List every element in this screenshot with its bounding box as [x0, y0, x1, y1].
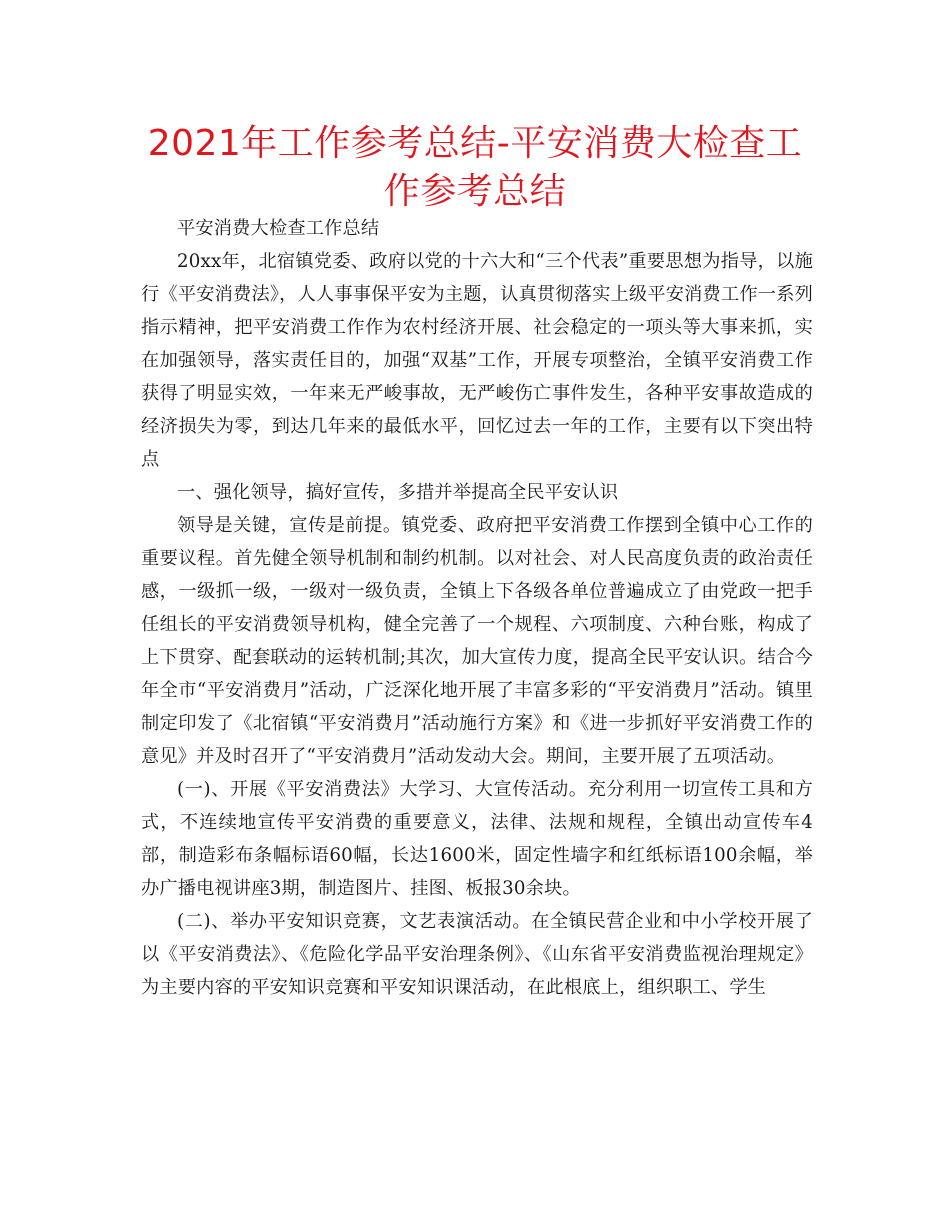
paragraph-intro: 20xx年，北宿镇党委、政府以党的十六大和“三个代表”重要思想为指导，以施行《平安消费法》，人人事事保平安为主题，认真贯彻落实上级平安消费工作一系列指示精神，把平安消费工作作为农村经济开展、社会稳定的一项头等大事来抓，实在加强领导，落实责任目的，加强“双基”工作，开展专项整治，全镇平安消费工作获得了明显实效，一年来无严峻事故，无严峻伤亡事件发生，各种平安事故造成的经济损失为零，到达几年来的最低水平，回忆过去一年的工作，主要有以下突出特点 — [141, 251, 813, 470]
document-subtitle: 平安消费大检查工作总结 — [177, 218, 380, 239]
document-title: 2021年工作参考总结-平安消费大检查工作参考总结 — [147, 123, 803, 212]
paragraph-activity-2: (二)、举办平安知识竞赛，文艺表演活动。在全镇民营企业和中小学校开展了以《平安消费法》、《危险化学品平安治理条例》、《山东省平安消费监视治理规定》为主要内容的平安知识竞赛和平安知识课活动，在此根底上，组织职工、学生 — [141, 911, 813, 998]
paragraph-activity-1: (一)、开展《平安消费法》大学习、大宣传活动。充分利用一切宣传工具和方式，不连续地宣传平安消费的重要意义，法律、法规和规程，全镇出动宣传车4部，制造彩布条幅标语60幅，长达1600米，固定性墙字和红纸标语100余幅，举办广播电视讲座3期，制造图片、挂图、板报30余块。 — [141, 779, 813, 899]
document-body — [141, 212, 813, 1004]
section-heading-1: 一、强化领导，搞好宣传，多措并举提高全民平安认识 — [177, 482, 619, 503]
paragraph-leadership: 领导是关键，宣传是前提。镇党委、政府把平安消费工作摆到全镇中心工作的重要议程。首先健全领导机制和制约机制。以对社会、对人民高度负责的政治责任感，一级抓一级，一级对一级负责，全镇上下各级各单位普遍成立了由党政一把手任组长的平安消费领导机构，健全完善了一个规程、六项制度、六种台账，构成了上下贯穿、配套联动的运转机制;其次，加大宣传力度，提高全民平安认识。结合今年全市“平安消费月”活动，广泛深化地开展了丰富多彩的“平安消费月”活动。镇里制定印发了《北宿镇“平安消费月”活动施行方案》和《进一步抓好平安消费工作的意见》并及时召开了“平安消费月”活动发动大会。期间，主要开展了五项活动。 — [141, 515, 813, 767]
